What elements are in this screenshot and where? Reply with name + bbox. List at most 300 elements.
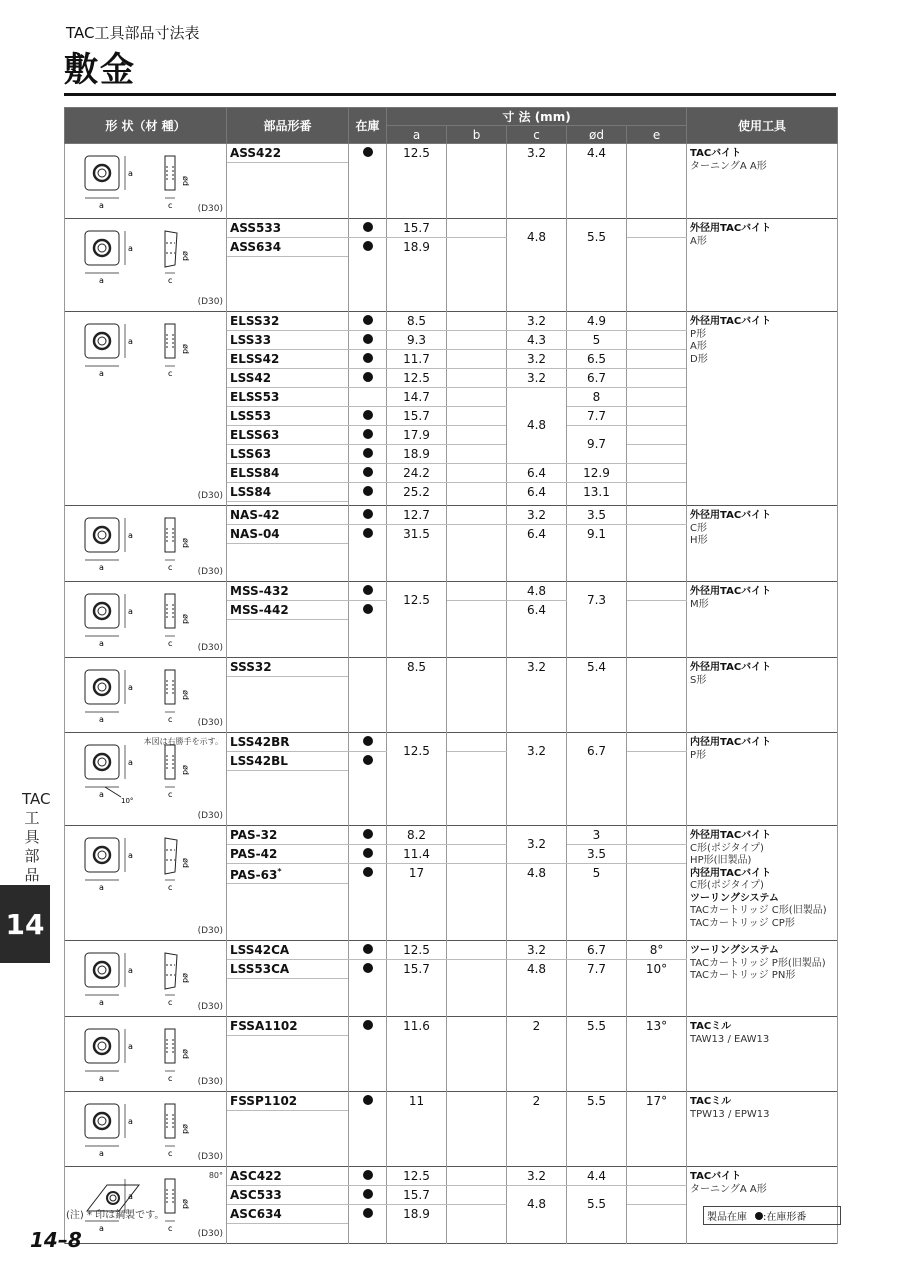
empty-cell [387, 979, 447, 1017]
dim-d: 7.3 [567, 582, 627, 620]
svg-text:ød: ød [181, 344, 190, 354]
dim-a: 15.7 [387, 960, 447, 979]
part-number-text: FSSA1102 [230, 1018, 298, 1033]
figure-code: (D30) [197, 643, 223, 653]
in-stock-dot-icon [363, 1095, 373, 1105]
tools-cell [687, 506, 838, 582]
dim-d: 4.4 [567, 1167, 627, 1186]
in-stock-dot-icon [363, 867, 373, 877]
empty-cell [567, 163, 627, 219]
dim-d: 5.5 [567, 219, 627, 257]
figure-code: (D30) [197, 718, 223, 728]
table-row [65, 941, 838, 960]
part-number [227, 426, 349, 445]
empty-cell [567, 257, 627, 312]
svg-text:a: a [128, 758, 133, 767]
svg-text:ød: ød [181, 973, 190, 983]
empty-cell [507, 257, 567, 312]
empty-cell [627, 1036, 687, 1092]
stock-cell [349, 1205, 387, 1224]
page-number: 14–8 [30, 1228, 82, 1252]
tools-cell [687, 826, 838, 941]
empty-cell [447, 163, 507, 219]
dim-b [447, 483, 507, 502]
shape-figure-cell [65, 941, 227, 1017]
svg-text:ød: ød [181, 1124, 190, 1134]
empty-cell [227, 544, 349, 582]
in-stock-dot-icon [363, 353, 373, 363]
empty-cell [387, 1036, 447, 1092]
stock-cell [349, 407, 387, 426]
empty-cell [627, 677, 687, 733]
part-number [227, 312, 349, 331]
figure-code: (D30) [197, 567, 223, 577]
dim-c: 4.8 [507, 960, 567, 979]
dim-e [627, 445, 687, 464]
table-row [65, 1017, 838, 1036]
part-number [227, 1205, 349, 1224]
tool-line: ターニングA A形 [690, 1183, 767, 1195]
part-number [227, 219, 349, 238]
dim-c: 4.3 [507, 331, 567, 350]
empty-cell [627, 163, 687, 219]
part-number-text: ASS422 [230, 145, 282, 160]
empty-cell [627, 979, 687, 1017]
table-bottom-rule [65, 1244, 838, 1245]
part-number-text: LSS63 [230, 446, 272, 461]
stock-cell [349, 219, 387, 238]
dim-a: 11.4 [387, 845, 447, 864]
empty-cell [447, 771, 507, 826]
part-number-text: FSSP1102 [230, 1093, 298, 1108]
dim-e [627, 350, 687, 369]
empty-cell [387, 620, 447, 658]
dim-b [447, 1167, 507, 1186]
dim-e [627, 525, 687, 544]
dim-b [447, 506, 507, 525]
header-e: e [627, 126, 687, 144]
shape-figure-cell [65, 144, 227, 219]
empty-cell [349, 677, 387, 733]
dim-e [627, 426, 687, 445]
empty-cell [349, 1111, 387, 1167]
empty-cell [349, 257, 387, 312]
dim-b [447, 601, 507, 620]
dim-b [447, 733, 507, 752]
dim-b [447, 388, 507, 407]
in-stock-dot-icon [363, 486, 373, 496]
empty-cell [567, 884, 627, 941]
dim-c: 3.2 [507, 733, 567, 771]
stock-legend [703, 1206, 841, 1225]
stock-cell [349, 388, 387, 407]
tool-line: A形 [690, 341, 707, 352]
chapter-tab: 14 [0, 885, 50, 963]
tool-line: TACバイト [690, 148, 742, 159]
stock-cell [349, 960, 387, 979]
tool-line: TAW13 / EAW13 [690, 1033, 770, 1045]
stock-cell [349, 752, 387, 771]
empty-cell [387, 771, 447, 826]
figure-note: 本図は右勝手を示す。 [143, 737, 223, 746]
dim-c: 2 [507, 1092, 567, 1111]
part-number [227, 960, 349, 979]
dim-a: 18.9 [387, 445, 447, 464]
empty-cell [387, 544, 447, 582]
stock-cell [349, 1186, 387, 1205]
table-row [65, 1092, 838, 1111]
stock-cell [349, 601, 387, 620]
empty-cell [507, 620, 567, 658]
empty-cell [507, 163, 567, 219]
svg-text:a: a [99, 715, 104, 724]
part-number [227, 601, 349, 620]
dim-e: 17° [627, 1092, 687, 1111]
svg-text:a: a [128, 1192, 133, 1201]
tool-line: M形 [690, 598, 709, 610]
part-number [227, 144, 349, 163]
tools-cell [687, 1017, 838, 1092]
dim-b [447, 1092, 507, 1111]
table-row [65, 658, 838, 677]
part-number-text: ELSS63 [230, 427, 280, 442]
stock-cell [349, 864, 387, 884]
svg-text:ød: ød [181, 251, 190, 261]
dim-b [447, 144, 507, 163]
dim-b [447, 658, 507, 677]
dim-d: 3.5 [567, 845, 627, 864]
dim-d: 3.5 [567, 506, 627, 525]
empty-cell [627, 1111, 687, 1167]
stock-dot-icon [755, 1212, 763, 1220]
dim-b [447, 525, 507, 544]
empty-cell [447, 677, 507, 733]
tools-cell [687, 941, 838, 1017]
header-part-number: 部品形番 [227, 108, 349, 144]
header-d: ød [567, 126, 627, 144]
empty-cell [447, 884, 507, 941]
part-number-text: ELSS42 [230, 351, 280, 366]
stock-cell [349, 144, 387, 163]
dim-b [447, 960, 507, 979]
footnote: (注) * 印は鋼製です。 [66, 1210, 165, 1221]
empty-cell [567, 620, 627, 658]
empty-cell [507, 1036, 567, 1092]
stock-cell [349, 312, 387, 331]
dim-b [447, 1017, 507, 1036]
part-number-text: LSS84 [230, 484, 272, 499]
svg-text:a: a [99, 639, 104, 648]
tool-line: ツーリングシステム [690, 892, 779, 904]
svg-text:a: a [128, 169, 133, 178]
in-stock-dot-icon [363, 241, 373, 251]
svg-text:ød: ød [181, 614, 190, 624]
empty-cell [227, 884, 349, 941]
header-tools: 使用工具 [687, 108, 838, 144]
stock-cell [349, 483, 387, 502]
part-number-text: ELSS84 [230, 465, 280, 480]
empty-cell [349, 884, 387, 941]
empty-cell [447, 544, 507, 582]
empty-cell [227, 1224, 349, 1244]
tools-cell [687, 312, 838, 506]
in-stock-dot-icon [363, 448, 373, 458]
stock-cell [349, 464, 387, 483]
dim-a: 14.7 [387, 388, 447, 407]
in-stock-dot-icon [363, 963, 373, 973]
dim-a: 12.5 [387, 941, 447, 960]
dim-a: 12.7 [387, 506, 447, 525]
stock-cell [349, 941, 387, 960]
part-number [227, 826, 349, 845]
tools-cell [687, 1167, 838, 1244]
shape-figure-cell [65, 312, 227, 506]
svg-text:ød: ød [181, 538, 190, 548]
tools-cell [687, 219, 838, 312]
dim-d: 6.7 [567, 369, 627, 388]
part-number [227, 582, 349, 601]
part-number [227, 1167, 349, 1186]
tool-line: TACカートリッジ PN形 [690, 970, 796, 981]
stock-cell [349, 1167, 387, 1186]
dim-e [627, 752, 687, 771]
dim-d: 3 [567, 826, 627, 845]
dim-e [627, 331, 687, 350]
tools-cell [687, 733, 838, 826]
dim-b [447, 312, 507, 331]
part-number-text: LSS42BR [230, 734, 290, 749]
dim-b [447, 864, 507, 884]
part-number [227, 369, 349, 388]
insert-drawing [65, 826, 227, 898]
tool-line: 外径用TACバイト [690, 586, 772, 597]
shape-figure-cell [65, 658, 227, 733]
empty-cell [567, 1036, 627, 1092]
dim-e: 10° [627, 960, 687, 979]
dim-c: 6.4 [507, 525, 567, 544]
empty-cell [627, 884, 687, 941]
stock-cell [349, 445, 387, 464]
tool-line: A形 [690, 235, 707, 247]
tools-cell [687, 658, 838, 733]
dim-e [627, 1167, 687, 1186]
tool-line: C形(ポジタイプ) [690, 880, 764, 891]
header-shape: 形 状（材 種） [65, 108, 227, 144]
svg-text:ød: ød [181, 858, 190, 868]
empty-cell [227, 1036, 349, 1092]
dim-d: 4.9 [567, 312, 627, 331]
table-body [65, 144, 838, 1245]
part-number-text: ASS533 [230, 220, 282, 235]
empty-cell [227, 979, 349, 1017]
empty-cell [349, 1036, 387, 1092]
dim-c: 4.8 [507, 582, 567, 601]
header-stock: 在庫 [349, 108, 387, 144]
title-rule [64, 93, 836, 96]
table-row [65, 219, 838, 238]
dim-b [447, 445, 507, 464]
dim-c: 3.2 [507, 941, 567, 960]
in-stock-dot-icon [363, 848, 373, 858]
empty-cell [447, 1224, 507, 1244]
dim-d: 5.5 [567, 1186, 627, 1224]
legend-label: 製品在庫 [707, 1212, 747, 1223]
part-number-text: MSS-442 [230, 602, 289, 617]
part-number [227, 941, 349, 960]
dim-a: 17.9 [387, 426, 447, 445]
dim-c: 3.2 [507, 369, 567, 388]
dim-a: 11 [387, 1092, 447, 1111]
dim-a: 17 [387, 864, 447, 884]
tool-line: TACミル [690, 1021, 732, 1032]
tool-line: P形 [690, 749, 707, 761]
part-number-text: PAS-32 [230, 827, 278, 842]
dim-d: 5.5 [567, 1017, 627, 1036]
shape-figure-cell [65, 506, 227, 582]
legend-value: :在庫形番 [763, 1212, 807, 1223]
dim-e [627, 864, 687, 884]
shape-figure-cell [65, 1167, 227, 1244]
stock-cell [349, 331, 387, 350]
part-number-text: MSS-432 [230, 583, 289, 598]
in-stock-dot-icon [363, 829, 373, 839]
empty-cell [227, 771, 349, 826]
part-number-text: SSS32 [230, 659, 272, 674]
shape-figure-cell [65, 733, 227, 826]
dim-e [627, 407, 687, 426]
dim-e [627, 312, 687, 331]
dim-d: 7.7 [567, 407, 627, 426]
dim-e [627, 601, 687, 620]
dim-a: 12.5 [387, 369, 447, 388]
empty-cell [349, 771, 387, 826]
part-number [227, 350, 349, 369]
empty-cell [227, 163, 349, 219]
dim-a: 11.7 [387, 350, 447, 369]
dim-b [447, 219, 507, 238]
in-stock-dot-icon [363, 1170, 373, 1180]
part-number-text: ASC422 [230, 1168, 282, 1183]
empty-cell [349, 979, 387, 1017]
tool-line: D形 [690, 353, 708, 365]
doc-subtitle: TAC工具部品寸法表 [66, 24, 200, 42]
part-number-text: PAS-42 [230, 846, 278, 861]
svg-text:c: c [168, 563, 173, 572]
empty-cell [627, 620, 687, 658]
in-stock-dot-icon [363, 334, 373, 344]
empty-cell [387, 1111, 447, 1167]
empty-cell [387, 884, 447, 941]
figure-code: (D30) [197, 491, 223, 501]
in-stock-dot-icon [363, 1208, 373, 1218]
insert-drawing [65, 219, 227, 291]
dim-c: 6.4 [507, 464, 567, 483]
dim-e [627, 1186, 687, 1205]
dim-a: 31.5 [387, 525, 447, 544]
table-row [65, 733, 838, 752]
dim-c: 3.2 [507, 1167, 567, 1186]
dim-b [447, 331, 507, 350]
empty-cell [227, 257, 349, 312]
dim-e [627, 369, 687, 388]
dim-a: 15.7 [387, 219, 447, 238]
shape-figure-cell [65, 219, 227, 312]
in-stock-dot-icon [363, 755, 373, 765]
dim-d: 6.7 [567, 733, 627, 771]
dim-c: 4.8 [507, 1186, 567, 1224]
part-number [227, 464, 349, 483]
dim-e [627, 582, 687, 601]
dim-a: 12.5 [387, 1167, 447, 1186]
dim-b [447, 464, 507, 483]
insert-drawing [65, 312, 227, 384]
empty-cell [349, 1224, 387, 1244]
dim-e: 8° [627, 941, 687, 960]
dim-b [447, 752, 507, 771]
in-stock-dot-icon [363, 372, 373, 382]
dim-d: 5.4 [567, 658, 627, 677]
dim-e [627, 826, 687, 845]
dim-a: 12.5 [387, 144, 447, 163]
svg-text:a: a [128, 1042, 133, 1051]
part-number [227, 864, 349, 884]
svg-text:c: c [168, 883, 173, 892]
tool-line: P形 [690, 328, 707, 340]
svg-text:ød: ød [181, 176, 190, 186]
dim-c: 2 [507, 1017, 567, 1036]
stock-cell [349, 658, 387, 677]
svg-text:ød: ød [181, 1199, 190, 1209]
shape-figure-cell [65, 826, 227, 941]
part-number-text: ELSS32 [230, 313, 280, 328]
part-number-text: LSS42BL [230, 753, 288, 768]
dim-a: 12.5 [387, 582, 447, 620]
svg-text:a: a [99, 883, 104, 892]
svg-text:a: a [99, 369, 104, 378]
tool-line: C形(ポジタイプ) [690, 842, 764, 854]
empty-cell [447, 979, 507, 1017]
svg-text:a: a [128, 1117, 133, 1126]
dim-d: 5 [567, 864, 627, 884]
dim-a: 12.5 [387, 733, 447, 771]
part-number-text: ASS634 [230, 239, 282, 254]
dim-d: 9.1 [567, 525, 627, 544]
figure-code: (D30) [197, 1002, 223, 1012]
part-number [227, 238, 349, 257]
dim-c: 6.4 [507, 483, 567, 502]
svg-text:c: c [168, 1074, 173, 1083]
svg-text:a: a [99, 1224, 104, 1233]
svg-text:a: a [128, 337, 133, 346]
empty-cell [567, 1111, 627, 1167]
stock-cell [349, 506, 387, 525]
in-stock-dot-icon [363, 528, 373, 538]
part-number [227, 407, 349, 426]
dim-d: 8 [567, 388, 627, 407]
dim-b [447, 845, 507, 864]
dim-c: 3.2 [507, 312, 567, 331]
dim-a: 8.5 [387, 658, 447, 677]
dim-d: 5 [567, 331, 627, 350]
stock-cell [349, 582, 387, 601]
dim-a: 24.2 [387, 464, 447, 483]
empty-cell [627, 771, 687, 826]
tools-cell [687, 1092, 838, 1167]
empty-cell [507, 1224, 567, 1244]
dim-c: 3.2 [507, 658, 567, 677]
dim-c: 3.2 [507, 506, 567, 525]
tools-cell [687, 144, 838, 219]
